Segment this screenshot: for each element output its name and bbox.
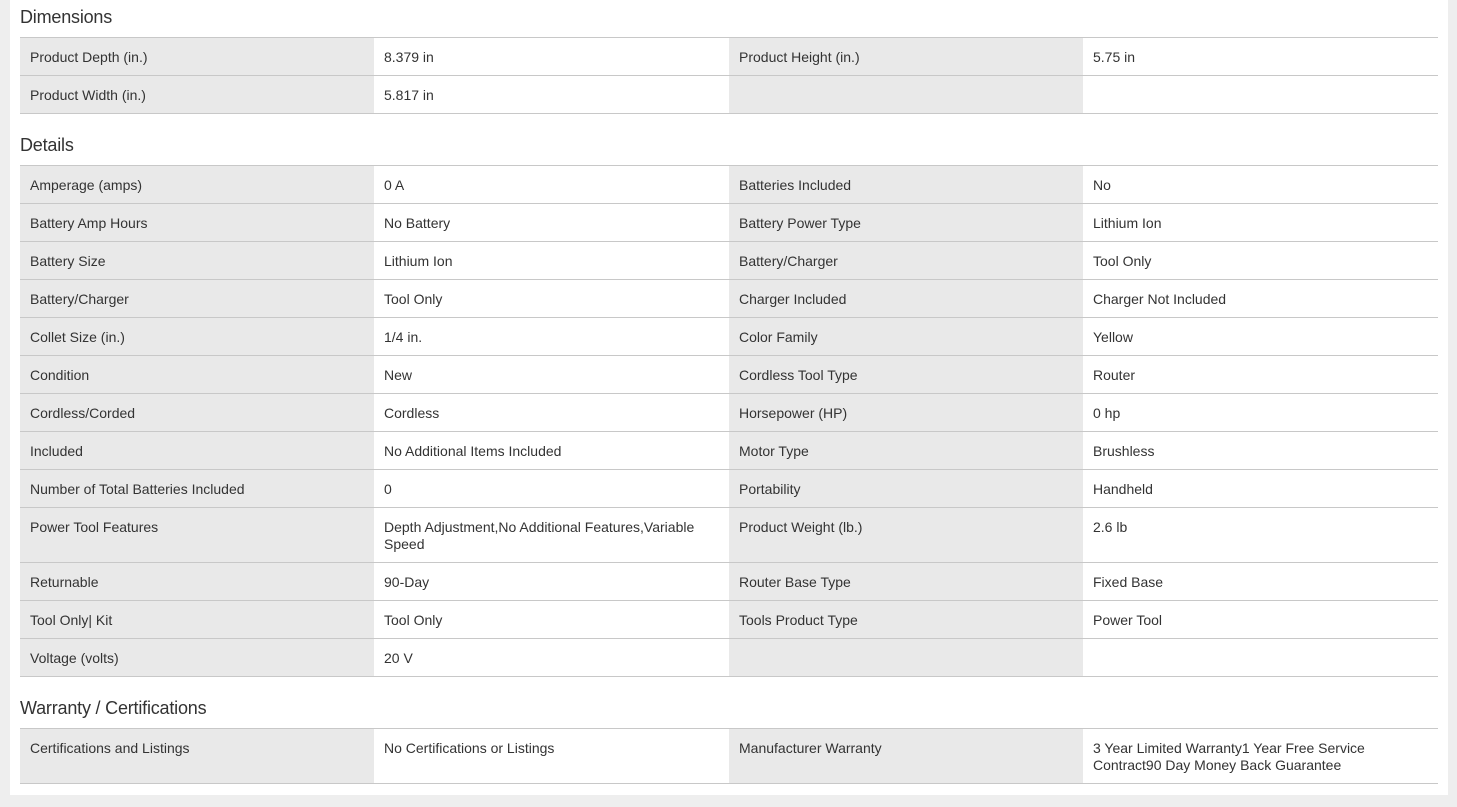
spec-label: Returnable [20, 563, 374, 601]
spec-label: Condition [20, 356, 374, 394]
spec-value: Lithium Ion [374, 242, 729, 280]
section-dimensions [20, 0, 1438, 114]
section-title: Details [20, 135, 74, 155]
spec-value: Fixed Base [1083, 563, 1438, 601]
spec-label: Portability [729, 470, 1083, 508]
spec-label: Router Base Type [729, 563, 1083, 601]
spec-table-warranty [20, 728, 1438, 784]
spec-label: Charger Included [729, 280, 1083, 318]
spec-label: Certifications and Listings [20, 729, 374, 784]
spec-value: Lithium Ion [1083, 204, 1438, 242]
spec-value: 1/4 in. [374, 318, 729, 356]
spec-value: Cordless [374, 394, 729, 432]
spec-value: 0 [374, 470, 729, 508]
spec-value: No Additional Items Included [374, 432, 729, 470]
spec-value: Brushless [1083, 432, 1438, 470]
spec-label: Horsepower (HP) [729, 394, 1083, 432]
spec-value: 3 Year Limited Warranty1 Year Free Service Contract90 Day Money Back Guarantee [1083, 729, 1438, 784]
spec-label: Battery Power Type [729, 204, 1083, 242]
spec-label: Motor Type [729, 432, 1083, 470]
spec-value: Router [1083, 356, 1438, 394]
spec-label: Product Width (in.) [20, 76, 374, 114]
spec-value: 8.379 in [374, 38, 729, 76]
spec-label: Battery/Charger [20, 280, 374, 318]
spec-value [1083, 639, 1438, 677]
spec-label: Battery Size [20, 242, 374, 280]
spec-value [1083, 76, 1438, 114]
spec-value: New [374, 356, 729, 394]
spec-label: Voltage (volts) [20, 639, 374, 677]
spec-value: Tool Only [1083, 242, 1438, 280]
spec-label: Battery/Charger [729, 242, 1083, 280]
spec-value: Tool Only [374, 280, 729, 318]
spec-table-dimensions [20, 37, 1438, 114]
spec-value: 2.6 lb [1083, 508, 1438, 563]
spec-value: 0 A [374, 166, 729, 204]
spec-value: 5.75 in [1083, 38, 1438, 76]
spec-label: Manufacturer Warranty [729, 729, 1083, 784]
spec-label: Cordless/Corded [20, 394, 374, 432]
spec-label: Product Depth (in.) [20, 38, 374, 76]
spec-label: Product Weight (lb.) [729, 508, 1083, 563]
spec-label [729, 639, 1083, 677]
spec-value: Tool Only [374, 601, 729, 639]
spec-value: 0 hp [1083, 394, 1438, 432]
spec-label: Tool Only| Kit [20, 601, 374, 639]
spec-value: Power Tool [1083, 601, 1438, 639]
spec-value: No Battery [374, 204, 729, 242]
section-title: Warranty / Certifications [20, 698, 207, 718]
spec-label: Collet Size (in.) [20, 318, 374, 356]
spec-value: Depth Adjustment,No Additional Features,Variable Speed [374, 508, 729, 563]
spec-value: Handheld [1083, 470, 1438, 508]
spec-label: Included [20, 432, 374, 470]
specifications-panel [10, 0, 1448, 795]
spec-label: Number of Total Batteries Included [20, 470, 374, 508]
spec-label: Product Height (in.) [729, 38, 1083, 76]
spec-table-details [20, 165, 1438, 677]
spec-label [729, 76, 1083, 114]
spec-value: Charger Not Included [1083, 280, 1438, 318]
spec-label: Batteries Included [729, 166, 1083, 204]
section-warranty [20, 677, 1438, 784]
spec-label: Amperage (amps) [20, 166, 374, 204]
spec-label: Cordless Tool Type [729, 356, 1083, 394]
spec-value: 20 V [374, 639, 729, 677]
spec-label: Color Family [729, 318, 1083, 356]
spec-label: Battery Amp Hours [20, 204, 374, 242]
spec-label: Power Tool Features [20, 508, 374, 563]
section-details [20, 114, 1438, 677]
section-title: Dimensions [20, 7, 113, 27]
spec-value: No Certifications or Listings [374, 729, 729, 784]
spec-label: Tools Product Type [729, 601, 1083, 639]
spec-value: 90-Day [374, 563, 729, 601]
spec-value: No [1083, 166, 1438, 204]
spec-value: Yellow [1083, 318, 1438, 356]
spec-value: 5.817 in [374, 76, 729, 114]
